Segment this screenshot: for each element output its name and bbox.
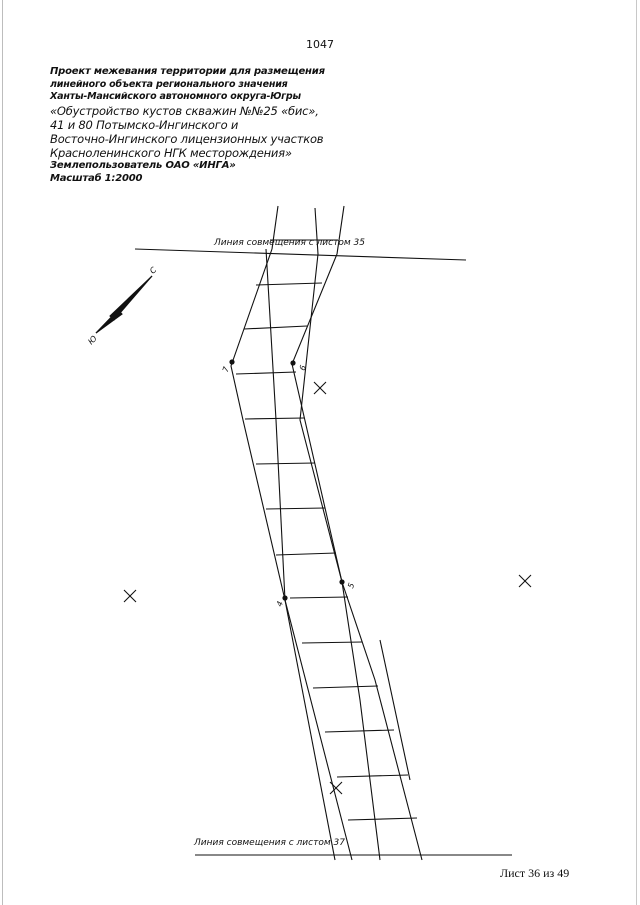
grid-row-2 — [244, 326, 307, 329]
north-label: С — [148, 265, 159, 276]
north-arrow-icon — [96, 276, 152, 333]
land-user-line: Землепользователь ОАО «ИНГА» — [50, 160, 236, 172]
scale-line: Масштаб 1:2000 — [50, 172, 143, 184]
title-line-7: Красноленинского НГК месторождения» — [50, 146, 292, 161]
grid-row-11 — [325, 730, 394, 732]
sheet-number-label: Лист 36 из 49 — [500, 866, 570, 880]
grid-row-1 — [256, 283, 322, 285]
corridor-inner-line-1 — [266, 249, 285, 600]
title-line-4: «Обустройство кустов скважин №№25 «бис», — [50, 103, 319, 118]
title-line-1: Проект межевания территории для размещения — [50, 66, 325, 77]
point-label-p4: 5 — [346, 581, 357, 590]
grid-row-4 — [245, 418, 304, 419]
boundary-point-p4 — [339, 579, 344, 584]
alignment-label-top: Линия совмещения с листом 35 — [214, 238, 365, 248]
title-line-5: 41 и 80 Потымско-Ингинского и — [50, 117, 239, 132]
grid-row-7 — [276, 553, 336, 555]
cross-marker-2 — [124, 590, 136, 602]
south-label: Ю — [86, 333, 99, 347]
corridor-right-boundary — [292, 254, 422, 860]
cross-marker-4 — [330, 782, 342, 794]
grid-row-6 — [266, 508, 325, 509]
grid-row-5 — [256, 463, 315, 464]
boundary-point-p2 — [290, 360, 295, 365]
cross-marker-1 — [314, 382, 326, 394]
grid-row-9 — [302, 642, 362, 643]
corridor-inner-line-4 — [342, 582, 380, 860]
grid-row-3 — [236, 372, 296, 374]
corridor-inner-line-5 — [380, 640, 410, 780]
point-label-p3: 4 — [274, 599, 286, 608]
alignment-label-bottom: Линия совмещения с листом 37 — [194, 838, 345, 848]
grid-row-13 — [348, 818, 417, 820]
page-number: 1047 — [306, 38, 334, 51]
point-label-p1: 7 — [220, 365, 232, 374]
grid-row-10 — [313, 686, 378, 688]
corridor-inner-line-3 — [285, 600, 335, 860]
grid-row-12 — [337, 775, 408, 777]
cross-marker-3 — [519, 575, 531, 587]
title-line-2: линейного объекта регионального значения — [50, 78, 288, 90]
corridor-inner-line-2 — [297, 254, 342, 582]
alignment-line-top — [135, 249, 466, 260]
title-line-6: Восточно-Ингинского лицензионных участков — [50, 131, 324, 146]
grid-row-8 — [290, 597, 348, 598]
boundary-point-p1 — [229, 359, 234, 364]
boundary-point-p3 — [282, 595, 287, 600]
point-label-p2: 6 — [297, 363, 309, 372]
title-line-3: Ханты-Мансийского автономного округа-Югры — [50, 91, 301, 102]
